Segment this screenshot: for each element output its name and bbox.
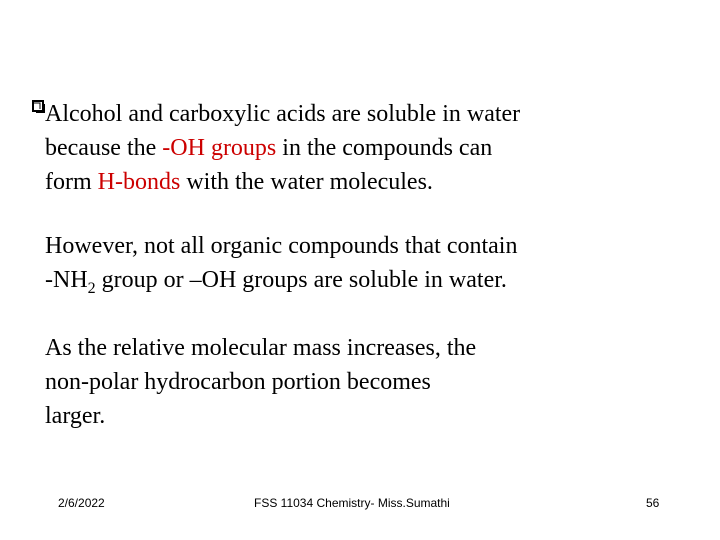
footer-course: FSS 11034 Chemistry- Miss.Sumathi [254,496,450,510]
paragraph-hydrogen-bonding [45,97,685,199]
para1-line3-text-end: with the water molecules. [180,169,433,195]
paragraph-molecular-mass [45,331,685,433]
para1-line1: Alcohol and carboxylic acids are soluble in water [45,101,521,127]
subscript-2: 2 [87,279,96,297]
para3-line1: As the relative molecular mass increases, the [45,335,477,361]
footer-page-number: 56 [646,496,660,510]
para1-line2-text-end: in the compounds can [276,135,493,161]
highlight-h-bonds: H-bonds [97,169,181,195]
para2-line2-text: -NH [45,267,88,293]
para1-line2-text: because the [45,135,163,161]
square-checkbox-bullet-icon [32,100,46,114]
para3-line2: non-polar hydrocarbon portion becomes [45,369,431,395]
para2-line2-text-end: group or –OH groups are soluble in water. [95,267,507,293]
para1-line3-text: form [45,169,98,195]
para1-line3 [45,165,685,199]
para1-line2 [45,131,685,165]
para3-line3: larger. [45,403,106,429]
paragraph-exceptions [45,229,685,306]
para2-line1: However, not all organic compounds that contain [45,233,518,259]
highlight-oh-groups: -OH groups [162,135,277,161]
para2-line2 [45,263,685,306]
footer-date: 2/6/2022 [58,496,105,510]
